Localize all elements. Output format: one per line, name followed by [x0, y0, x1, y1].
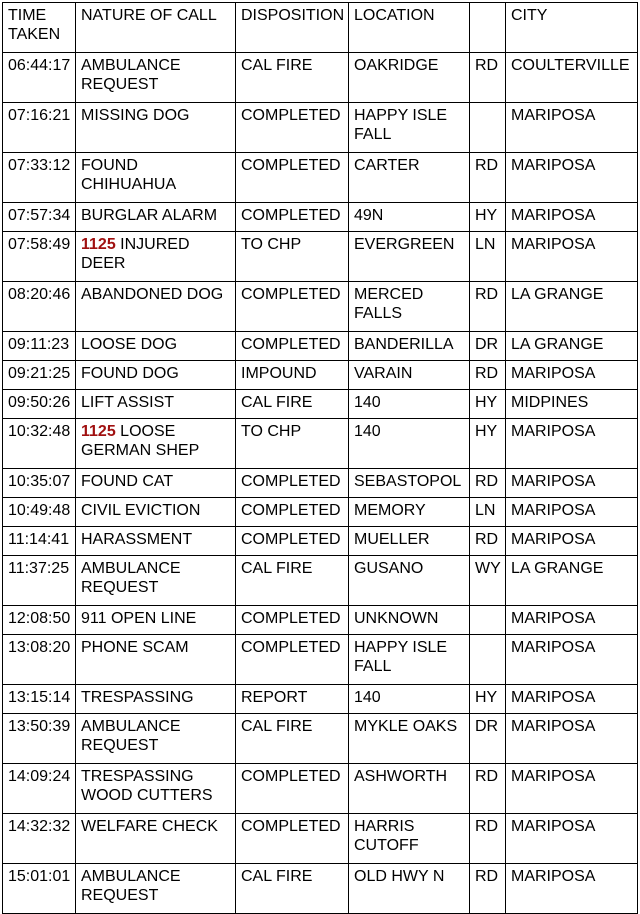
cell-disposition: CAL FIRE [236, 556, 349, 606]
cell-nature-of-call [76, 527, 236, 556]
cell-street-suffix: RD [470, 527, 506, 556]
cell-nature-of-call [76, 332, 236, 361]
table-row [3, 556, 638, 606]
cell-street-suffix: HY [470, 419, 506, 469]
cell-disposition: COMPLETED [236, 814, 349, 864]
cell-street-suffix [470, 103, 506, 153]
cell-nature-of-call [76, 361, 236, 390]
cell-street-suffix: RD [470, 469, 506, 498]
table-row [3, 361, 638, 390]
cell-time-taken: 09:21:25 [3, 361, 76, 390]
cell-city: MARIPOSA [506, 498, 638, 527]
cell-nature-of-call [76, 469, 236, 498]
table-row [3, 153, 638, 203]
cell-location: HARRIS CUTOFF [349, 814, 470, 864]
header-disposition: DISPOSITION [236, 3, 349, 53]
cell-city: MARIPOSA [506, 714, 638, 764]
header-time-taken: TIME TAKEN [3, 3, 76, 53]
cell-street-suffix: RD [470, 361, 506, 390]
cell-time-taken: 11:14:41 [3, 527, 76, 556]
nature-text: AMBULANCE REQUEST [81, 868, 181, 904]
call-code: 1125 [81, 423, 116, 440]
cell-disposition: IMPOUND [236, 361, 349, 390]
header-row [3, 3, 638, 53]
cell-city: MARIPOSA [506, 361, 638, 390]
nature-text: AMBULANCE REQUEST [81, 718, 181, 754]
cell-nature-of-call [76, 606, 236, 635]
cell-time-taken: 10:32:48 [3, 419, 76, 469]
cell-nature-of-call [76, 864, 236, 914]
cell-nature-of-call [76, 714, 236, 764]
cell-time-taken: 09:50:26 [3, 390, 76, 419]
nature-text: AMBULANCE REQUEST [81, 57, 181, 93]
cell-time-taken: 07:57:34 [3, 203, 76, 232]
cell-nature-of-call [76, 498, 236, 527]
cell-city: MARIPOSA [506, 814, 638, 864]
cell-city: MARIPOSA [506, 635, 638, 685]
cell-location: CARTER [349, 153, 470, 203]
table-row [3, 419, 638, 469]
cell-street-suffix: HY [470, 390, 506, 419]
cell-street-suffix: RD [470, 53, 506, 103]
nature-text: WELFARE CHECK [81, 818, 218, 835]
cell-time-taken: 15:01:01 [3, 864, 76, 914]
table-row [3, 498, 638, 527]
cell-city: MARIPOSA [506, 864, 638, 914]
cell-time-taken: 10:35:07 [3, 469, 76, 498]
cell-street-suffix [470, 635, 506, 685]
cell-nature-of-call [76, 232, 236, 282]
cell-time-taken: 14:09:24 [3, 764, 76, 814]
nature-text: FOUND DOG [81, 365, 179, 382]
cell-street-suffix: HY [470, 203, 506, 232]
header-nature-of-call: NATURE OF CALL [76, 3, 236, 53]
cell-time-taken: 07:58:49 [3, 232, 76, 282]
cell-city: MARIPOSA [506, 527, 638, 556]
table-row [3, 332, 638, 361]
cell-time-taken: 09:11:23 [3, 332, 76, 361]
table-row [3, 606, 638, 635]
table-row [3, 232, 638, 282]
table-row [3, 469, 638, 498]
cell-disposition: COMPLETED [236, 153, 349, 203]
cell-nature-of-call [76, 685, 236, 714]
cell-street-suffix: RD [470, 282, 506, 332]
cell-location: MEMORY [349, 498, 470, 527]
cell-city: MARIPOSA [506, 764, 638, 814]
cell-location: BANDERILLA [349, 332, 470, 361]
cell-disposition: COMPLETED [236, 203, 349, 232]
cell-street-suffix: LN [470, 498, 506, 527]
call-code: 1125 [81, 236, 116, 253]
cell-city: LA GRANGE [506, 332, 638, 361]
nature-text: MISSING DOG [81, 107, 190, 124]
cell-disposition: COMPLETED [236, 635, 349, 685]
cell-location: OLD HWY N [349, 864, 470, 914]
cell-disposition: COMPLETED [236, 527, 349, 556]
cell-nature-of-call [76, 556, 236, 606]
header-location: LOCATION [349, 3, 470, 53]
cell-disposition: COMPLETED [236, 103, 349, 153]
cell-location: OAKRIDGE [349, 53, 470, 103]
cell-city: MIDPINES [506, 390, 638, 419]
cell-street-suffix: HY [470, 685, 506, 714]
cell-time-taken: 13:08:20 [3, 635, 76, 685]
cell-location: 140 [349, 390, 470, 419]
table-row [3, 203, 638, 232]
cell-location: HAPPY ISLE FALL [349, 635, 470, 685]
cell-disposition: CAL FIRE [236, 53, 349, 103]
cell-time-taken: 13:15:14 [3, 685, 76, 714]
cell-disposition: COMPLETED [236, 498, 349, 527]
cell-nature-of-call [76, 282, 236, 332]
table-row [3, 864, 638, 914]
nature-text: INJURED DEER [81, 236, 190, 272]
cell-street-suffix: RD [470, 864, 506, 914]
cell-city: MARIPOSA [506, 606, 638, 635]
table-row [3, 714, 638, 764]
cell-nature-of-call [76, 635, 236, 685]
nature-text: FOUND CHIHUAHUA [81, 157, 177, 193]
cell-city: MARIPOSA [506, 469, 638, 498]
cell-disposition: CAL FIRE [236, 390, 349, 419]
cell-location: SEBASTOPOL [349, 469, 470, 498]
nature-text: HARASSMENT [81, 531, 193, 548]
cell-time-taken: 07:16:21 [3, 103, 76, 153]
table-row [3, 390, 638, 419]
cell-street-suffix: RD [470, 153, 506, 203]
cell-nature-of-call [76, 103, 236, 153]
cell-disposition: TO CHP [236, 232, 349, 282]
nature-text: ABANDONED DOG [81, 286, 224, 303]
cell-street-suffix: DR [470, 714, 506, 764]
nature-text: LOOSE DOG [81, 336, 178, 353]
table-row [3, 764, 638, 814]
cell-street-suffix: WY [470, 556, 506, 606]
cell-city: MARIPOSA [506, 232, 638, 282]
call-log-table [2, 2, 638, 914]
call-log-body [3, 53, 638, 914]
cell-disposition: COMPLETED [236, 332, 349, 361]
cell-location: MYKLE OAKS [349, 714, 470, 764]
cell-location: 140 [349, 419, 470, 469]
header-city: CITY [506, 3, 638, 53]
nature-text: AMBULANCE REQUEST [81, 560, 181, 596]
cell-city: MARIPOSA [506, 103, 638, 153]
cell-city: LA GRANGE [506, 556, 638, 606]
cell-nature-of-call [76, 203, 236, 232]
cell-street-suffix: LN [470, 232, 506, 282]
cell-city: MARIPOSA [506, 153, 638, 203]
cell-city: LA GRANGE [506, 282, 638, 332]
table-row [3, 685, 638, 714]
cell-disposition: COMPLETED [236, 764, 349, 814]
cell-disposition: COMPLETED [236, 606, 349, 635]
cell-disposition: TO CHP [236, 419, 349, 469]
cell-disposition: CAL FIRE [236, 864, 349, 914]
header-suffix [470, 3, 506, 53]
nature-text: 911 OPEN LINE [81, 610, 197, 627]
cell-location: EVERGREEN [349, 232, 470, 282]
cell-nature-of-call [76, 814, 236, 864]
cell-time-taken: 08:20:46 [3, 282, 76, 332]
cell-street-suffix: RD [470, 764, 506, 814]
cell-location: 49N [349, 203, 470, 232]
cell-location: MERCED FALLS [349, 282, 470, 332]
cell-city: MARIPOSA [506, 419, 638, 469]
cell-city: COULTERVILLE [506, 53, 638, 103]
cell-nature-of-call [76, 390, 236, 419]
cell-city: MARIPOSA [506, 203, 638, 232]
cell-location: VARAIN [349, 361, 470, 390]
nature-text: CIVIL EVICTION [81, 502, 201, 519]
cell-nature-of-call [76, 153, 236, 203]
nature-text: TRESPASSING WOOD CUTTERS [81, 768, 213, 804]
cell-time-taken: 07:33:12 [3, 153, 76, 203]
cell-city: MARIPOSA [506, 685, 638, 714]
table-row [3, 635, 638, 685]
cell-time-taken: 13:50:39 [3, 714, 76, 764]
cell-nature-of-call [76, 419, 236, 469]
table-row [3, 53, 638, 103]
cell-time-taken: 12:08:50 [3, 606, 76, 635]
nature-text: LIFT ASSIST [81, 394, 175, 411]
cell-time-taken: 14:32:32 [3, 814, 76, 864]
cell-location: 140 [349, 685, 470, 714]
cell-time-taken: 10:49:48 [3, 498, 76, 527]
cell-location: GUSANO [349, 556, 470, 606]
cell-disposition: COMPLETED [236, 282, 349, 332]
cell-time-taken: 11:37:25 [3, 556, 76, 606]
table-row [3, 103, 638, 153]
cell-disposition: CAL FIRE [236, 714, 349, 764]
cell-street-suffix [470, 606, 506, 635]
cell-disposition: REPORT [236, 685, 349, 714]
cell-nature-of-call [76, 764, 236, 814]
table-row [3, 527, 638, 556]
table-row [3, 814, 638, 864]
cell-time-taken: 06:44:17 [3, 53, 76, 103]
nature-text: PHONE SCAM [81, 639, 189, 656]
nature-text: LOOSE GERMAN SHEP [81, 423, 200, 459]
cell-location: UNKNOWN [349, 606, 470, 635]
table-row [3, 282, 638, 332]
cell-location: HAPPY ISLE FALL [349, 103, 470, 153]
cell-street-suffix: DR [470, 332, 506, 361]
nature-text: FOUND CAT [81, 473, 174, 490]
cell-disposition: COMPLETED [236, 469, 349, 498]
cell-street-suffix: RD [470, 814, 506, 864]
cell-location: MUELLER [349, 527, 470, 556]
nature-text: BURGLAR ALARM [81, 207, 218, 224]
cell-nature-of-call [76, 53, 236, 103]
nature-text: TRESPASSING [81, 689, 194, 706]
cell-location: ASHWORTH [349, 764, 470, 814]
